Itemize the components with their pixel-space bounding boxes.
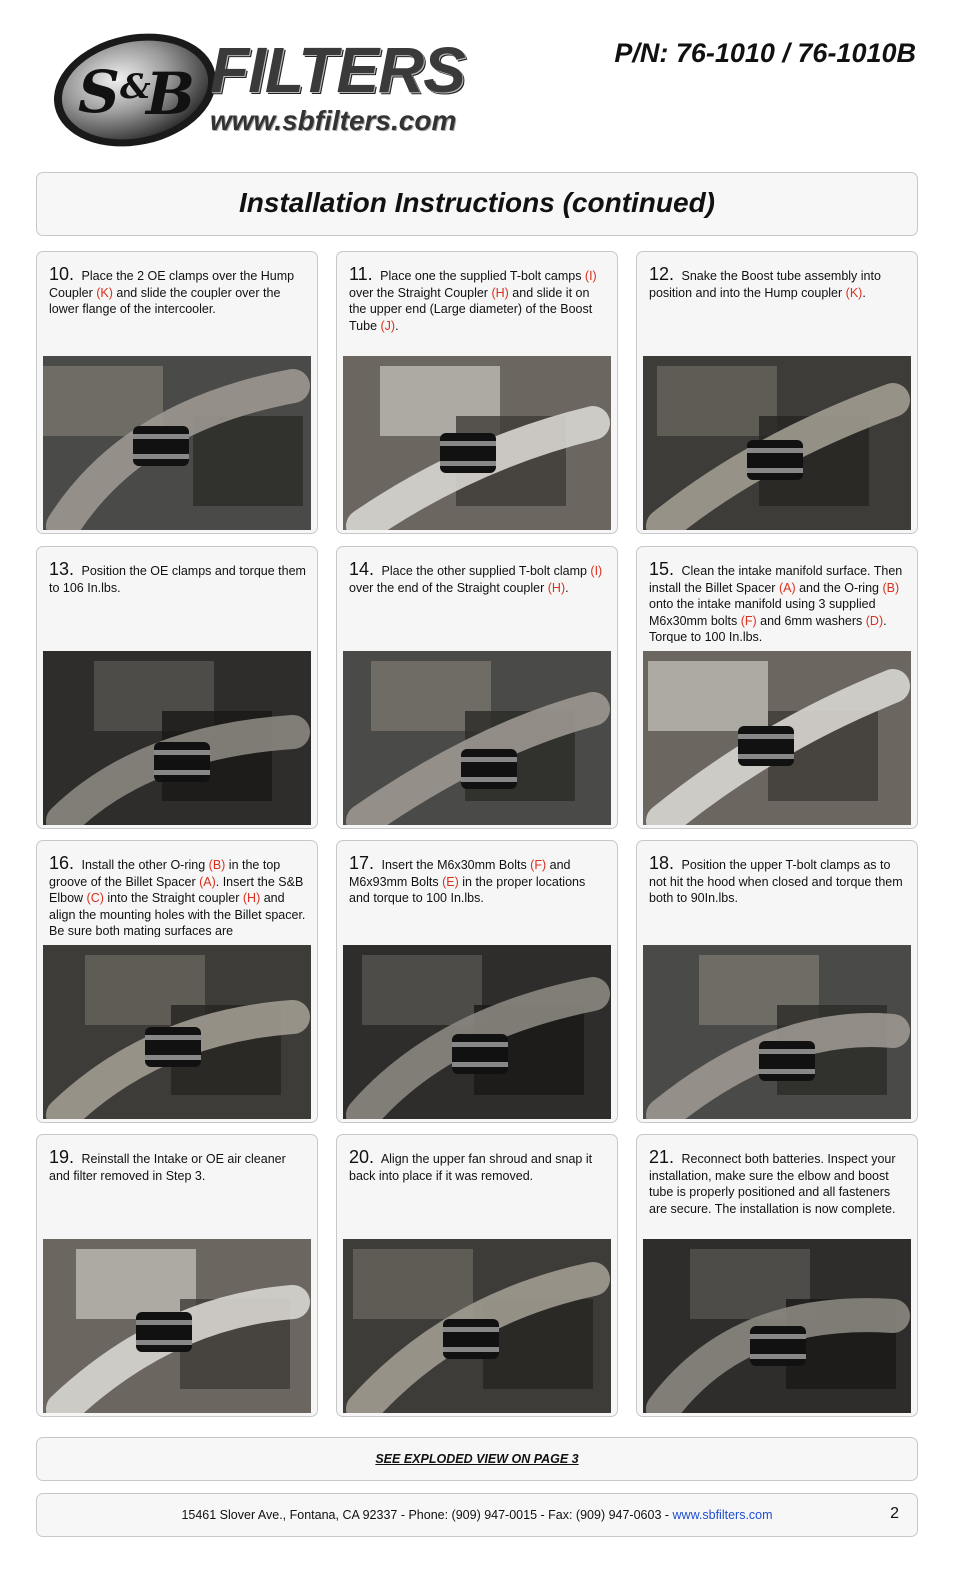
step-text: in the top groove of the Billet Spacer xyxy=(49,858,281,889)
step-number: 16. xyxy=(49,855,75,873)
footer-address-text: 15461 Slover Ave., Fontana, CA 92337 - Phone: (909) 947-0015 - Fax: (909) 947-0603 - xyxy=(181,1508,673,1522)
step-photo xyxy=(43,945,311,1119)
step-instruction xyxy=(349,561,607,643)
step-text: Clean the intake manifold surface. Then install the Billet Spacer xyxy=(649,564,903,595)
step-card-17 xyxy=(336,840,618,1123)
step-card-18 xyxy=(636,840,918,1123)
step-photo xyxy=(343,945,611,1119)
part-reference: (F) xyxy=(530,858,547,872)
part-reference: (E) xyxy=(442,874,459,889)
step-photo xyxy=(643,651,911,825)
part-reference: (D) xyxy=(865,613,884,628)
step-instruction xyxy=(349,1149,607,1231)
step-instruction xyxy=(49,855,307,937)
step-number: 11. xyxy=(349,266,373,284)
step-text: Place the 2 OE clamps over the Hump Coupler xyxy=(49,269,295,300)
step-photo xyxy=(643,945,911,1119)
part-reference: (A) xyxy=(778,580,796,595)
step-text: Install the other O-ring xyxy=(78,858,209,872)
part-reference: (C) xyxy=(86,891,104,905)
step-photo xyxy=(343,1239,611,1413)
engine-photo-icon xyxy=(43,1239,311,1413)
page-title: Installation Instructions (continued) xyxy=(239,187,715,218)
logo-url: www.sbfilters.com xyxy=(210,105,457,136)
step-text: and slide the coupler over the lower flange of the intercooler. xyxy=(49,285,281,316)
see-exploded-link[interactable]: SEE EXPLODED VIEW ON PAGE 3 xyxy=(375,1452,579,1466)
part-reference: (A) xyxy=(199,874,216,889)
step-text: and align the mounting holes with the Billet spacer. Be sure both mating surfaces are xyxy=(49,891,306,937)
part-reference: (J) xyxy=(380,318,396,333)
step-photo xyxy=(43,1239,311,1413)
part-reference: (K) xyxy=(845,285,863,300)
step-text: and the O-ring xyxy=(795,580,883,595)
step-instruction xyxy=(649,1149,907,1231)
sb-filters-logo xyxy=(50,30,530,155)
part-reference: (H) xyxy=(242,891,261,905)
step-card-16 xyxy=(36,840,318,1123)
step-text: Reinstall the Intake or OE air cleaner and filter removed in Step 3. xyxy=(49,1152,286,1183)
step-text: Place the other supplied T-bolt clamp xyxy=(378,564,591,578)
step-text: over the Straight Coupler xyxy=(349,285,492,300)
step-text: Position the upper T-bolt clamps as to not hit the hood when closed and torque them both to 90In.lbs. xyxy=(649,858,903,905)
step-number: 12. xyxy=(649,266,675,284)
step-photo xyxy=(43,356,311,530)
step-text: . xyxy=(862,285,866,300)
step-number: 14. xyxy=(349,561,375,579)
part-reference: (H) xyxy=(491,285,509,300)
part-reference: (K) xyxy=(96,285,113,300)
step-text: and slide it on the upper end (Large diameter) of the Boost Tube xyxy=(349,285,593,333)
step-number: 17. xyxy=(349,855,375,873)
part-reference: (H) xyxy=(547,580,566,595)
footer-address xyxy=(37,1508,917,1522)
step-card-19 xyxy=(36,1134,318,1417)
page-number: 2 xyxy=(890,1505,899,1522)
step-photo xyxy=(643,1239,911,1413)
engine-photo-icon xyxy=(643,651,911,825)
step-text: Snake the Boost tube assembly into position and into the Hump coupler xyxy=(649,269,881,300)
part-number: P/N: 76-1010 / 76-1010B xyxy=(614,38,916,68)
engine-photo-icon xyxy=(343,945,611,1119)
part-reference: (F) xyxy=(740,613,757,628)
step-photo xyxy=(43,651,311,825)
step-instruction xyxy=(49,561,307,643)
page-header xyxy=(0,0,954,160)
step-text: over the end of the Straight coupler xyxy=(349,580,548,595)
step-photo xyxy=(343,651,611,825)
logo-wordmark: FILTERS xyxy=(210,34,465,106)
step-number: 13. xyxy=(49,561,75,579)
step-text: Align the upper fan shroud and snap it back into place if it was removed. xyxy=(349,1152,593,1183)
step-number: 10. xyxy=(49,266,75,284)
engine-photo-icon xyxy=(343,356,611,530)
part-reference: (B) xyxy=(882,580,900,595)
step-card-15 xyxy=(636,546,918,829)
step-text: Position the OE clamps and torque them to 106 In.lbs. xyxy=(49,564,306,595)
step-instruction xyxy=(349,855,607,937)
engine-photo-icon xyxy=(43,945,311,1119)
step-text: . Insert the S&B Elbow xyxy=(49,874,304,905)
step-card-10 xyxy=(36,251,318,534)
step-instruction xyxy=(649,855,907,937)
see-exploded-box xyxy=(36,1437,918,1481)
step-card-20 xyxy=(336,1134,618,1417)
step-number: 15. xyxy=(649,561,675,579)
step-instruction xyxy=(349,266,607,348)
step-text: Place one the supplied T-bolt camps xyxy=(376,269,585,283)
footer xyxy=(36,1493,918,1537)
engine-photo-icon xyxy=(643,1239,911,1413)
svg-text:&: & xyxy=(120,67,151,107)
step-text: onto the intake manifold using 3 supplied M6x30mm bolts xyxy=(649,597,876,628)
step-text: and 6mm washers xyxy=(756,613,866,628)
step-instruction xyxy=(49,1149,307,1231)
step-card-21 xyxy=(636,1134,918,1417)
svg-text:B: B xyxy=(146,60,196,128)
part-reference: (I) xyxy=(590,564,603,578)
step-card-12 xyxy=(636,251,918,534)
step-text: in the proper locations and torque to 100 In.lbs. xyxy=(349,874,586,905)
engine-photo-icon xyxy=(343,651,611,825)
step-number: 21. xyxy=(649,1149,675,1167)
part-reference: (I) xyxy=(584,269,597,283)
title-box xyxy=(36,172,918,236)
sb-logo-icon xyxy=(50,30,220,155)
step-number: 19. xyxy=(49,1149,75,1167)
step-card-14 xyxy=(336,546,618,829)
step-text: . xyxy=(565,580,569,595)
engine-photo-icon xyxy=(643,945,911,1119)
step-instruction xyxy=(649,266,907,348)
step-card-13 xyxy=(36,546,318,829)
step-text: and M6x93mm Bolts xyxy=(349,858,571,889)
step-text: . xyxy=(395,318,399,333)
engine-photo-icon xyxy=(643,356,911,530)
engine-photo-icon xyxy=(43,356,311,530)
step-text: . Torque to 100 In.lbs. xyxy=(649,613,887,643)
step-photo xyxy=(343,356,611,530)
part-reference: (B) xyxy=(208,858,226,872)
step-text: Insert the M6x30mm Bolts xyxy=(378,858,531,872)
footer-website-link[interactable]: www.sbfilters.com xyxy=(672,1508,773,1522)
engine-photo-icon xyxy=(43,651,311,825)
step-photo xyxy=(643,356,911,530)
step-instruction xyxy=(49,266,307,348)
step-number: 20. xyxy=(349,1149,375,1167)
step-number: 18. xyxy=(649,855,675,873)
step-card-11 xyxy=(336,251,618,534)
step-text: Reconnect both batteries. Inspect your installation, make sure the elbow and boost tube is properly positioned and all fasteners are secure. The installation is now complete. xyxy=(649,1152,896,1216)
step-text: into the Straight coupler xyxy=(103,891,243,905)
engine-photo-icon xyxy=(343,1239,611,1413)
step-instruction xyxy=(649,561,907,643)
svg-text:S: S xyxy=(78,58,120,126)
